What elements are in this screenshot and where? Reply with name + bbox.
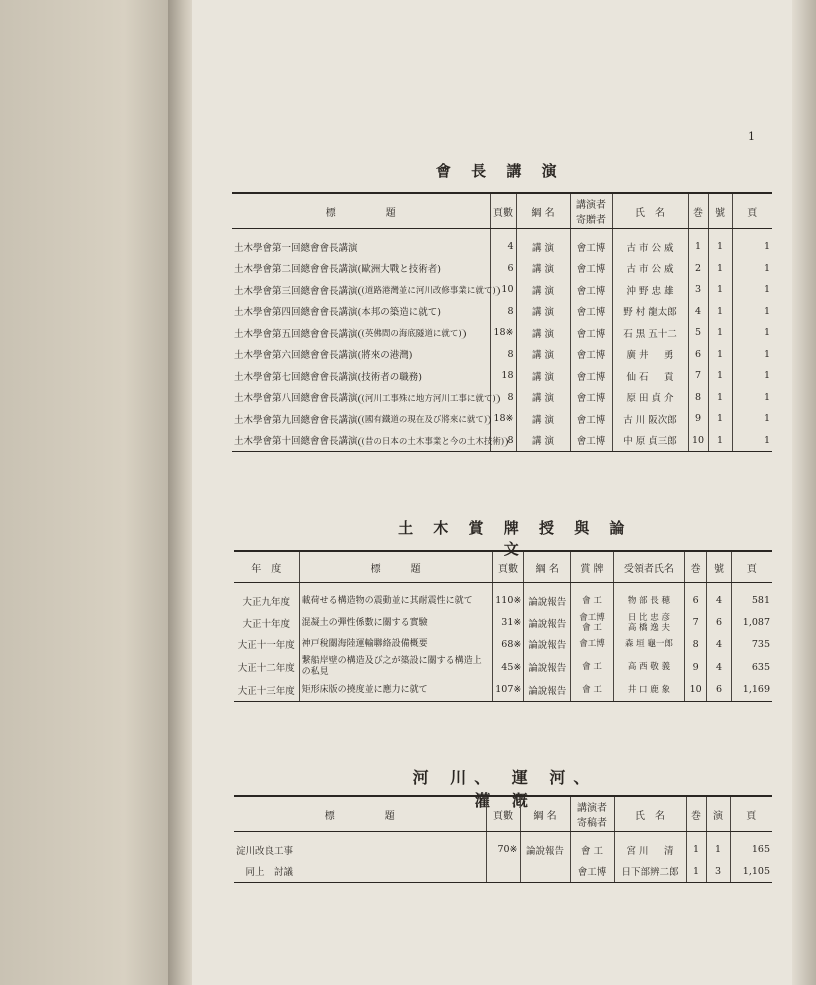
member-title-cell [571, 679, 614, 701]
category: 論說報告 [524, 634, 571, 656]
category: 講 演 [516, 430, 570, 452]
volume: 5 [688, 322, 708, 344]
member-title: 會 工 [582, 662, 602, 672]
recipient-name-cell [613, 612, 684, 634]
lecture-title-cell [232, 322, 490, 344]
table-row [232, 430, 772, 452]
lecture-title-cell [232, 279, 496, 301]
volume: 9 [688, 408, 708, 430]
issue: 1 [708, 408, 732, 430]
volume: 1 [686, 861, 706, 883]
member-title: 會工博 [579, 639, 605, 650]
lecture-subtitle: (道路港灣並に河川改修事業に就て) [358, 286, 500, 296]
award-year: 大正十一年度 [237, 640, 295, 652]
category: 講 演 [516, 365, 570, 387]
column-header: 巻 [686, 796, 706, 832]
category: 論說報告 [524, 679, 571, 701]
paper-title-cell [299, 634, 492, 656]
page-count: 31※ [492, 612, 524, 634]
page-count: 4 [490, 229, 516, 258]
column-header: 標 題 [299, 551, 492, 583]
recipient-name: 高 西 敬 義 [627, 662, 670, 672]
column-header: 頁數 [490, 193, 516, 229]
section-title-rivers-canals-irrigation: 河 川、 運 河、 灌 漑 [412, 768, 598, 810]
volume: 10 [685, 679, 707, 701]
category: 講 演 [516, 258, 570, 280]
speaker-name: 古 川 阪次郎 [612, 408, 688, 430]
page: 165 [730, 832, 772, 861]
volume: 1 [688, 229, 708, 258]
lecture-title: 土木學會第一回總會會長講演 [234, 242, 358, 254]
lecture-title: 土木學會第十回總會會長講演 [234, 436, 358, 448]
award-year: 大正十二年度 [237, 663, 295, 674]
category: 講 演 [516, 387, 570, 409]
issue: 1 [706, 832, 730, 861]
member-title: 會工博 [570, 344, 612, 366]
page: 1 [732, 408, 772, 430]
page-count: 18※ [490, 408, 516, 430]
issue: 1 [708, 322, 732, 344]
member-title: 會 工 [582, 684, 602, 695]
recipient-name: 日 比 忠 彦 高 橋 逸 夫 [627, 612, 670, 633]
page: 1 [732, 258, 772, 280]
table-row [232, 258, 772, 280]
member-title-cell [571, 583, 614, 612]
lecture-title-cell [232, 229, 490, 258]
paper-title-cell [299, 679, 492, 701]
recipient-name: 物 部 長 穂 [627, 595, 670, 606]
lecture-title: 土木學會第三回總會會長講演 [234, 285, 358, 297]
volume: 6 [688, 344, 708, 366]
member-title-cell [571, 612, 614, 634]
volume: 10 [688, 430, 708, 452]
column-header: 講演者寄稿者 [570, 796, 614, 832]
column-header: 受領者氏名 [613, 551, 684, 583]
page-count: 8 [490, 344, 516, 366]
paper-title: 神戸稅關海陸運輸聯絡設備概要 [301, 639, 428, 650]
table-row [234, 679, 772, 701]
member-title: 會工博 [570, 408, 612, 430]
category: 論說報告 [524, 583, 571, 612]
issue: 1 [708, 344, 732, 366]
column-header: 演 [706, 796, 730, 832]
table-row [234, 861, 772, 883]
paper-title: 同上 討議 [234, 861, 486, 883]
page-count: 18 [490, 365, 516, 387]
speaker-name: 野 村 龍太郎 [612, 301, 688, 323]
lecture-title-cell [232, 430, 505, 452]
paper-title-cell [299, 583, 492, 612]
category: 論說報告 [520, 832, 570, 861]
table-row [232, 322, 772, 344]
paper-title: 繋船岸壁の構造及び之が築設に關する構造上の私見 [301, 656, 482, 677]
column-header: 頁 [732, 193, 772, 229]
category [520, 861, 570, 883]
recipient-name: 森 垣 龜一郎 [624, 639, 673, 650]
member-title: 會工博 [570, 258, 612, 280]
page: 1 [732, 344, 772, 366]
lecture-subtitle: (國有鐵道の現在及び將來に就て) [358, 415, 492, 425]
table-row [234, 583, 772, 612]
table-row [234, 655, 772, 679]
issue: 1 [708, 229, 732, 258]
volume: 7 [688, 365, 708, 387]
page-count: 18※ [490, 322, 516, 344]
speaker-name: 古 市 公 威 [612, 258, 688, 280]
issue: 4 [707, 634, 731, 656]
member-title: 會工博 [570, 322, 612, 344]
member-title-cell [571, 655, 614, 679]
author-name: 日下部辨二郎 [614, 861, 686, 883]
category: 講 演 [516, 322, 570, 344]
column-header: 標 題 [234, 796, 486, 832]
column-header: 巻 [685, 551, 707, 583]
award-year: 大正十年度 [242, 618, 291, 630]
lecture-title-cell [232, 408, 490, 430]
left-facing-page [0, 0, 178, 985]
page-count [486, 861, 520, 883]
member-title: 會工博 [570, 430, 612, 452]
table-row [232, 408, 772, 430]
page: 1,087 [731, 612, 772, 634]
volume: 3 [688, 279, 708, 301]
recipient-name-cell [613, 679, 684, 701]
member-title-cell [571, 634, 614, 656]
issue: 6 [707, 679, 731, 701]
issue: 1 [708, 430, 732, 452]
page: 1 [732, 365, 772, 387]
lecture-title-cell [232, 344, 490, 366]
paper-title-cell [299, 612, 492, 634]
column-header: 講演者寄贈者 [570, 193, 612, 229]
column-header: 氏 名 [612, 193, 688, 229]
category: 論說報告 [524, 612, 571, 634]
paper-title: 混凝土の彈性係數に關する實驗 [301, 617, 428, 628]
lecture-subtitle: (本邦の築造に就て) [357, 307, 441, 319]
award-year: 大正九年度 [242, 596, 291, 608]
member-title: 會 工 [582, 595, 602, 606]
issue: 4 [707, 655, 731, 679]
paper-title: 矩形床版の撓度並に應力に就て [301, 684, 428, 695]
column-header: 氏 名 [614, 796, 686, 832]
member-title: 會工博 會 工 [579, 612, 605, 633]
section-title-presidential-lectures: 會 長 講 演 [435, 162, 565, 180]
lecture-title-cell [232, 365, 490, 387]
paper-title: 載荷せる構造物の震動並に其耐震性に就て [301, 595, 473, 606]
table-row [232, 365, 772, 387]
volume: 8 [688, 387, 708, 409]
lecture-subtitle: (河川工事殊に地方河川工事に就て) [358, 394, 500, 404]
volume: 2 [688, 258, 708, 280]
column-header: 頁數 [486, 796, 520, 832]
presidential-lectures-table [232, 192, 772, 452]
page-count: 8 [490, 430, 516, 452]
member-title: 會工博 [570, 387, 612, 409]
table-row [232, 229, 772, 258]
page: 635 [731, 655, 772, 679]
category: 論說報告 [524, 655, 571, 679]
member-title: 會工博 [570, 365, 612, 387]
page-count: 45※ [492, 655, 524, 679]
member-title: 會工博 [570, 861, 614, 883]
speaker-name: 廣 井 勇 [612, 344, 688, 366]
volume: 6 [685, 583, 707, 612]
recipient-name-cell [613, 634, 684, 656]
category: 講 演 [516, 301, 570, 323]
recipient-name: 井 口 鹿 象 [627, 684, 670, 695]
page-count: 8 [490, 387, 516, 409]
page: 1 [732, 229, 772, 258]
page-count: 10 [490, 279, 516, 301]
lecture-subtitle: (技術者の職務) [357, 371, 422, 383]
issue: 1 [708, 279, 732, 301]
column-header: 號 [708, 193, 732, 229]
paper-title: 淀川改良工事 [236, 845, 294, 857]
speaker-name: 沖 野 忠 雄 [612, 279, 688, 301]
column-header: 綱 名 [520, 796, 570, 832]
page: 1,105 [730, 861, 772, 883]
page-count: 70※ [486, 832, 520, 861]
volume: 1 [686, 832, 706, 861]
page: 1 [732, 279, 772, 301]
page: 581 [731, 583, 772, 612]
lecture-title: 土木學會第四回總會會長講演 [234, 307, 358, 319]
table-row [234, 832, 772, 861]
column-header: 號 [707, 551, 731, 583]
column-header: 頁 [731, 551, 772, 583]
award-papers-table [234, 550, 772, 702]
issue: 1 [708, 387, 732, 409]
speaker-name: 仙 石 貢 [612, 365, 688, 387]
page-count: 68※ [492, 634, 524, 656]
page: 1,169 [731, 679, 772, 701]
lecture-title: 土木學會第七回總會會長講演 [234, 371, 358, 383]
issue: 4 [707, 583, 731, 612]
recipient-name-cell [613, 655, 684, 679]
member-title: 會工博 [570, 229, 612, 258]
recipient-name-cell [613, 583, 684, 612]
volume: 4 [688, 301, 708, 323]
column-header: 賞 牌 [571, 551, 614, 583]
page: 1 [732, 322, 772, 344]
lecture-title: 土木學會第八回總會會長講演 [234, 393, 358, 405]
issue: 1 [708, 258, 732, 280]
page-count: 6 [490, 258, 516, 280]
table-row [232, 387, 772, 409]
volume: 7 [685, 612, 707, 634]
paper-title-cell [299, 655, 492, 679]
member-title: 會 工 [570, 832, 614, 861]
page: 1 [732, 387, 772, 409]
page: 1 [732, 430, 772, 452]
issue: 6 [707, 612, 731, 634]
table-row [232, 279, 772, 301]
lecture-subtitle: (將來の港灣) [357, 350, 413, 362]
lecture-title: 土木學會第二回總會會長講演 [234, 264, 358, 276]
award-year: 大正十三年度 [234, 679, 299, 701]
issue: 1 [708, 301, 732, 323]
speaker-name: 古 市 公 威 [612, 229, 688, 258]
table-row [232, 301, 772, 323]
lecture-title: 土木學會第五回總會會長講演 [234, 328, 358, 340]
author-name: 宮 川 清 [614, 832, 686, 861]
page: 1 [732, 301, 772, 323]
speaker-name: 原 田 貞 介 [612, 387, 688, 409]
page-count: 8 [490, 301, 516, 323]
column-header: 頁 [730, 796, 772, 832]
volume: 9 [685, 655, 707, 679]
volume: 8 [685, 634, 707, 656]
page-edge [792, 0, 816, 985]
lecture-title-cell [232, 301, 490, 323]
lecture-subtitle: (英佛間の海底隧道に就て) [358, 329, 466, 339]
category: 講 演 [516, 279, 570, 301]
page: 735 [731, 634, 772, 656]
table-row [232, 344, 772, 366]
lecture-subtitle: (歐洲大戰と技術者) [357, 264, 441, 276]
table-row [234, 612, 772, 634]
table-row [234, 634, 772, 656]
lecture-title: 土木學會第九回總會會長講演 [234, 414, 358, 426]
category: 講 演 [516, 344, 570, 366]
lecture-subtitle: (昔の日本の土木事業と今の土木技術) [358, 437, 509, 447]
category: 講 演 [516, 229, 570, 258]
column-header: 綱 名 [524, 551, 571, 583]
issue: 1 [708, 365, 732, 387]
speaker-name: 中 原 貞三郎 [612, 430, 688, 452]
page-number: 1 [748, 130, 755, 143]
member-title: 會工博 [570, 301, 612, 323]
member-title: 會工博 [570, 279, 612, 301]
column-header: 標 題 [232, 193, 490, 229]
column-header: 巻 [688, 193, 708, 229]
lecture-title-cell [232, 258, 490, 280]
lecture-title-cell [232, 387, 496, 409]
section-title-award-papers: 土 木 賞 牌 授 與 論 文 [398, 519, 632, 558]
lecture-title: 土木學會第六回總會會長講演 [234, 350, 358, 362]
speaker-name: 石 黒 五十二 [612, 322, 688, 344]
rivers-canals-table [234, 795, 772, 883]
issue: 3 [706, 861, 730, 883]
page-count: 107※ [492, 679, 524, 701]
category: 講 演 [516, 408, 570, 430]
column-header: 年 度 [234, 551, 299, 583]
page-count: 110※ [492, 583, 524, 612]
column-header: 綱 名 [516, 193, 570, 229]
column-header: 頁數 [492, 551, 524, 583]
